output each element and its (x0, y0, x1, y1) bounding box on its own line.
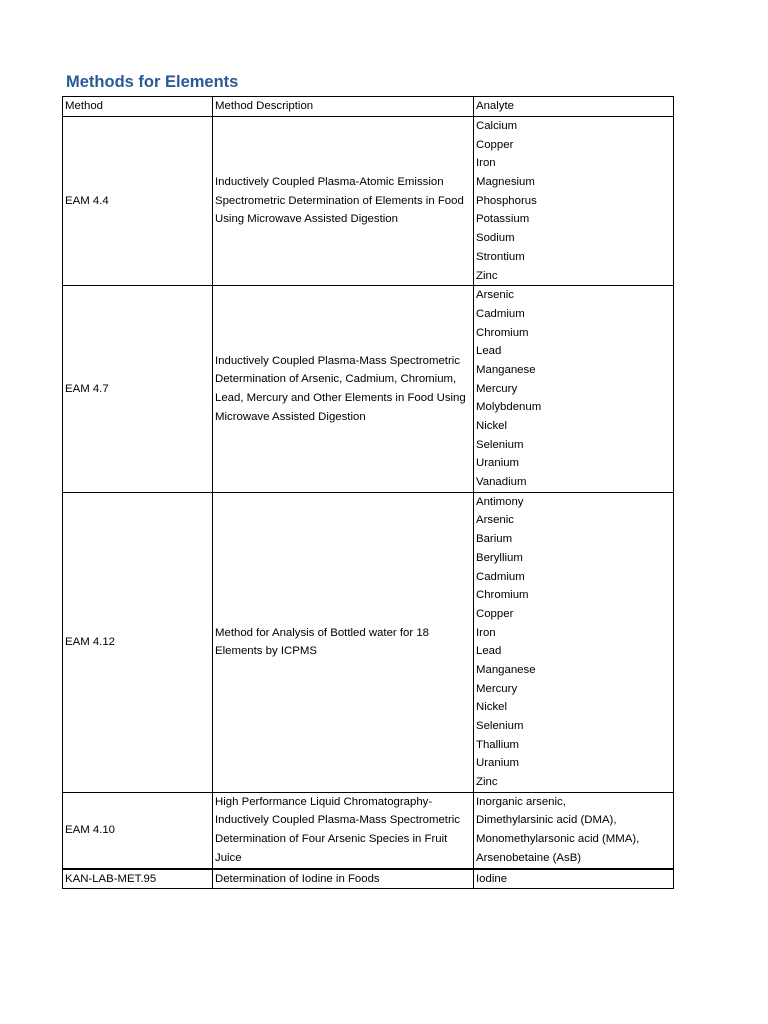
methods-table (62, 96, 674, 889)
analyte-item: Manganese (476, 363, 536, 376)
analyte-item: Chromium (476, 326, 529, 339)
table-row (63, 492, 674, 792)
analyte-item: Thallium (476, 738, 520, 751)
analyte-item: Iron (476, 157, 496, 170)
analyte-item: Phosphorus (476, 194, 537, 207)
analyte-item: Chromium (476, 589, 529, 602)
column-header-analyte: Analyte (474, 97, 674, 117)
analyte-item: Copper (476, 138, 514, 151)
table-row (63, 117, 674, 286)
table-row (63, 286, 674, 493)
analyte-item: Selenium (476, 720, 524, 732)
analyte-item: Lead (476, 645, 502, 658)
analyte-item: Selenium (476, 438, 524, 451)
analyte-item: Uranium (476, 757, 520, 770)
analyte-item: Inorganic arsenic, (476, 795, 566, 808)
analyte-cell (474, 869, 674, 889)
analyte-item: Cadmium (476, 307, 525, 320)
column-header-method: Method (63, 97, 213, 117)
analyte-item: Mercury (476, 682, 518, 695)
method-cell: EAM 4.4 (63, 117, 213, 286)
analyte-item: Iodine (476, 872, 508, 885)
analyte-cell (474, 792, 674, 868)
analyte-item: Barium (476, 533, 513, 546)
analyte-item: Zinc (476, 269, 498, 282)
method-cell: EAM 4.7 (63, 286, 213, 493)
description-cell: Inductively Coupled Plasma-Atomic Emission Spectrometric Determination of Elements in Food Using Microwave Assisted Digestion (213, 117, 474, 286)
analyte-item: Iron (476, 626, 496, 639)
analyte-item: Zinc (476, 776, 498, 789)
analyte-item: Arsenic (476, 514, 514, 527)
analyte-item: Dimethylarsinic acid (DMA), (476, 814, 617, 827)
analyte-item: Arsenobetaine (AsB) (476, 851, 582, 864)
analyte-item: Sodium (476, 232, 515, 245)
table-row (63, 869, 674, 889)
analyte-item: Molybdenum (476, 401, 542, 414)
table-row (63, 792, 674, 868)
analyte-item: Arsenic (476, 289, 514, 302)
analyte-item: Mercury (476, 382, 518, 395)
analyte-item: Cadmium (476, 570, 525, 583)
analyte-item: Uranium (476, 457, 520, 470)
description-cell: High Performance Liquid Chromatography-Inductively Coupled Plasma-Mass Spectrometric Determination of Four Arsenic Species in Fruit Juice (213, 792, 474, 868)
analyte-cell (474, 286, 674, 493)
analyte-item: Manganese (476, 663, 536, 676)
analyte-item: Lead (476, 345, 502, 358)
method-cell: KAN-LAB-MET.95 (63, 869, 213, 889)
analyte-item: Nickel (476, 420, 508, 432)
analyte-item: Beryllium (476, 551, 523, 564)
analyte-item: Copper (476, 607, 514, 620)
analyte-item: Strontium (476, 250, 525, 263)
method-cell: EAM 4.12 (63, 492, 213, 792)
page-title: Methods for Elements (66, 73, 239, 91)
analyte-item: Monomethylarsonic acid (MMA), (476, 833, 640, 846)
analyte-cell (474, 492, 674, 792)
analyte-item: Nickel (476, 701, 508, 714)
analyte-cell (474, 117, 674, 286)
table-header-row (63, 97, 674, 117)
analyte-item: Magnesium (476, 176, 535, 189)
analyte-item: Potassium (476, 213, 530, 226)
description-cell: Method for Analysis of Bottled water for 18 Elements by ICPMS (213, 492, 474, 792)
analyte-item: Calcium (476, 120, 518, 132)
description-cell: Inductively Coupled Plasma-Mass Spectrometric Determination of Arsenic, Cadmium, Chromium, Lead, Mercury and Other Elements in Food Using Microwave Assisted Digestion (213, 286, 474, 493)
analyte-item: Antimony (476, 495, 524, 508)
description-cell: Determination of Iodine in Foods (213, 869, 474, 889)
column-header-description: Method Description (213, 97, 474, 117)
method-cell: EAM 4.10 (63, 792, 213, 868)
analyte-item: Vanadium (476, 476, 527, 489)
